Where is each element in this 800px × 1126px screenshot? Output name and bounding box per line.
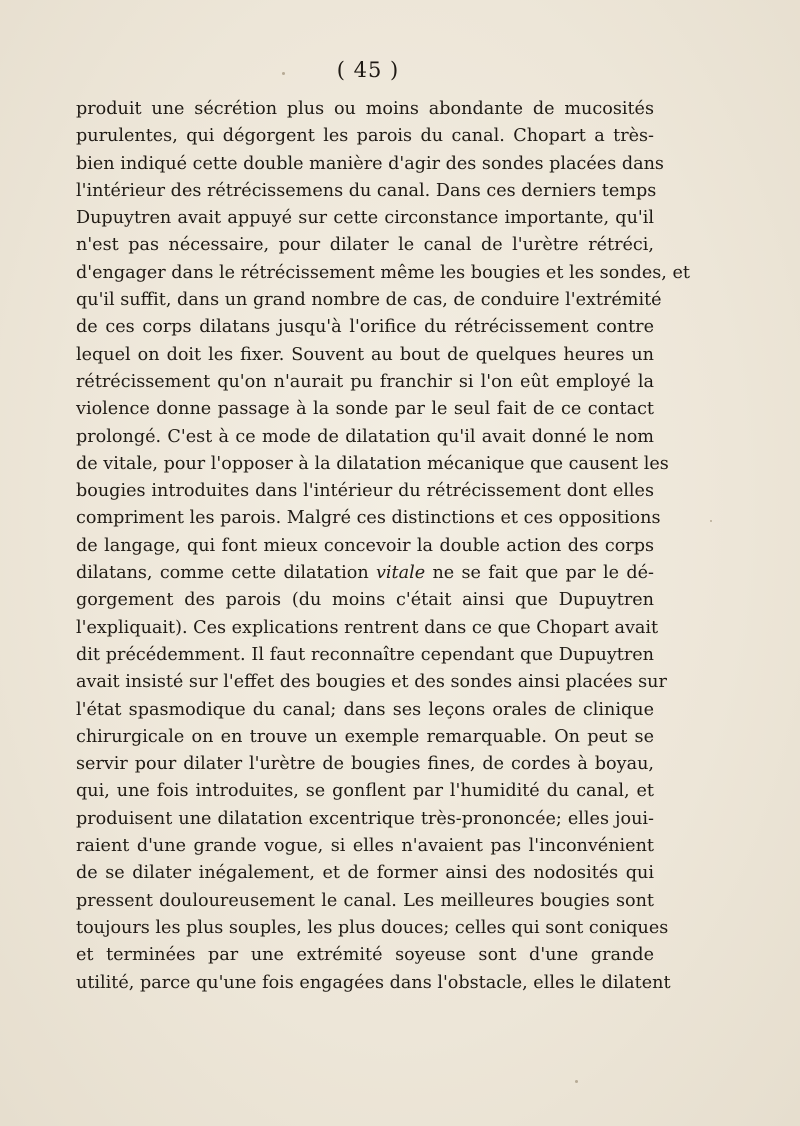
- body-text: [76, 96, 690, 997]
- text-line: de ces corps dilatans jusqu'à l'orifice du rétrécissement contre: [76, 317, 654, 338]
- text-line: qui, une fois introduites, se gonflent par l'humidité du canal, et: [76, 781, 654, 802]
- text-line: toujours les plus souples, les plus douces; celles qui sont coniques: [76, 917, 669, 938]
- text-line: violence donne passage à la sonde par le seul fait de ce contact: [76, 399, 654, 420]
- text-line: bougies introduites dans l'intérieur du rétrécissement dont elles: [76, 481, 654, 502]
- text-line: l'état spasmodique du canal; dans ses leçons orales de clinique: [76, 699, 654, 720]
- text-line: de se dilater inégalement, et de former ainsi des nodosités qui: [76, 863, 654, 884]
- paper-speck: [710, 520, 712, 522]
- text-line: bien indiqué cette double manière d'agir des sondes placées dans: [76, 153, 664, 174]
- paper-speck: [575, 1080, 578, 1083]
- text-line: pressent douloureusement le canal. Les meilleures bougies sont: [76, 890, 654, 911]
- text-line: servir pour dilater l'urètre de bougies fines, de cordes à boyau,: [76, 754, 654, 775]
- text-line: chirurgicale on en trouve un exemple remarquable. On peut se: [76, 726, 654, 747]
- text-line: purulentes, qui dégorgent les parois du canal. Chopart a très-: [76, 126, 654, 147]
- italic-word: vitale: [375, 563, 426, 584]
- text-line: avait insisté sur l'effet des bougies et des sondes ainsi placées sur: [76, 672, 667, 693]
- text-line: rétrécissement qu'on n'aurait pu franchir si l'on eût employé la: [76, 371, 654, 392]
- text-line: raient d'une grande vogue, si elles n'avaient pas l'inconvénient: [76, 836, 654, 857]
- text-segment: dilatans, comme cette dilatation: [76, 563, 376, 584]
- text-line: d'engager dans le rétrécissement même les bougies et les sondes, et: [76, 262, 690, 283]
- text-line: lequel on doit les fixer. Souvent au bout de quelques heures un: [76, 344, 654, 365]
- text-line: Dupuytren avait appuyé sur cette circonstance importante, qu'il: [76, 208, 654, 229]
- text-line: produit une sécrétion plus ou moins abondante de mucosités: [76, 99, 654, 119]
- text-line: produisent une dilatation excentrique très-prononcée; elles joui-: [76, 808, 654, 829]
- text-line: et terminées par une extrémité soyeuse sont d'une grande: [76, 945, 654, 966]
- text-line: qu'il suffit, dans un grand nombre de cas, de conduire l'extrémité: [76, 290, 662, 311]
- text-line: de langage, qui font mieux concevoir la double action des corps: [76, 535, 654, 556]
- text-line: compriment les parois. Malgré ces distinctions et ces oppositions: [76, 508, 661, 529]
- page-number: ( 45 ): [336, 58, 400, 82]
- paper-speck: [282, 72, 285, 75]
- text-line: dit précédemment. Il faut reconnaître cependant que Dupuytren: [76, 644, 654, 665]
- text-line: prolongé. C'est à ce mode de dilatation qu'il avait donné le nom: [76, 426, 654, 447]
- text-line: [76, 560, 654, 587]
- text-line: l'intérieur des rétrécissemens du canal. Dans ces derniers temps: [76, 180, 657, 201]
- text-line: n'est pas nécessaire, pour dilater le canal de l'urètre rétréci,: [76, 235, 654, 256]
- text-line: de vitale, pour l'opposer à la dilatation mécanique que causent les: [76, 453, 669, 474]
- text-line: utilité, parce qu'une fois engagées dans l'obstacle, elles le dilatent: [76, 972, 671, 993]
- text-line: l'expliquait). Ces explications rentrent dans ce que Chopart avait: [76, 617, 659, 638]
- text-segment: ne se fait que par le dé-: [425, 563, 654, 584]
- text-line: gorgement des parois (du moins c'était ainsi que Dupuytren: [76, 590, 654, 611]
